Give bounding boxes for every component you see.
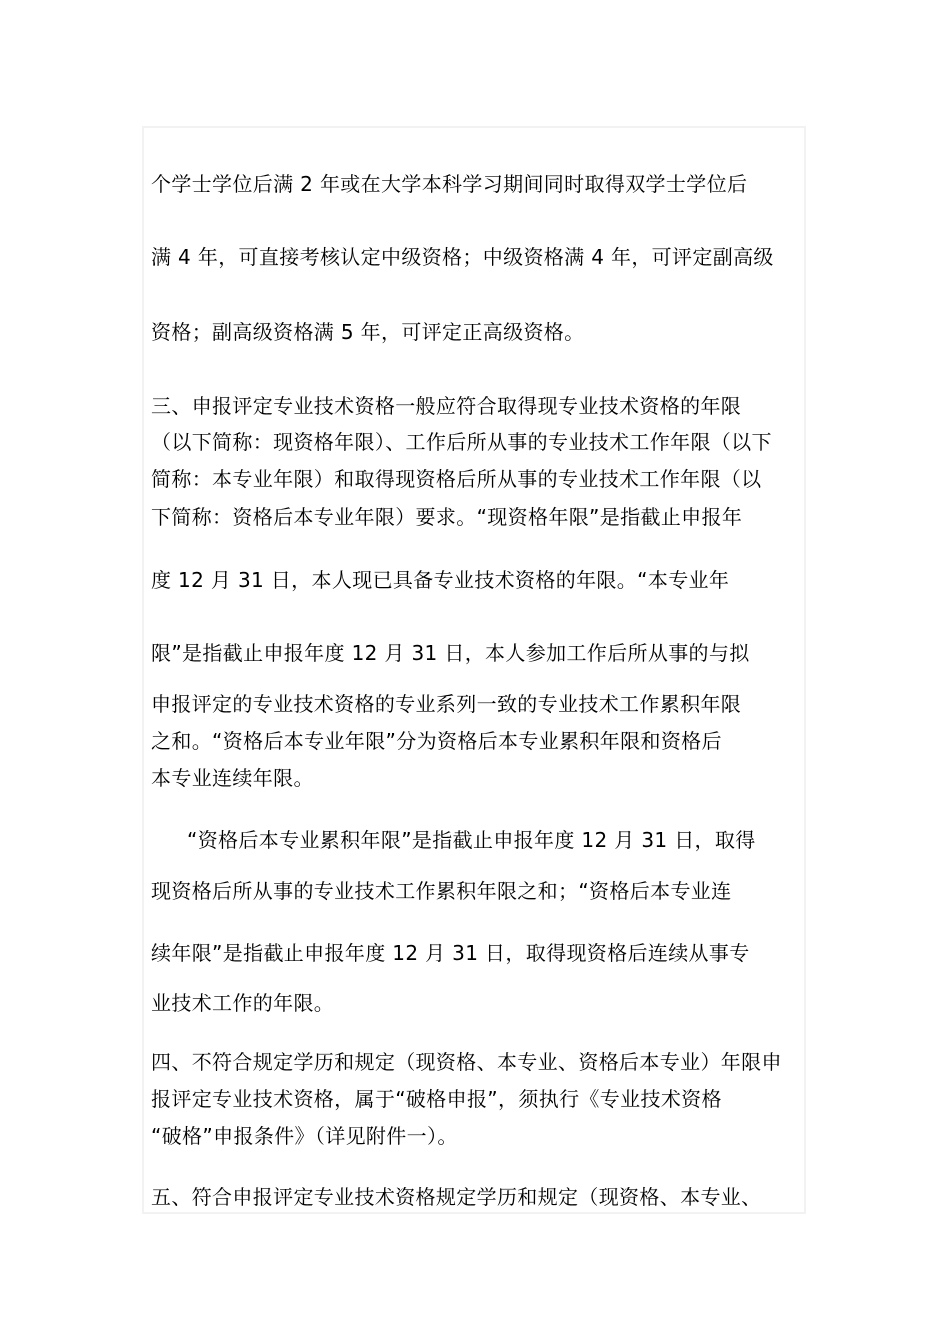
- text-line: 度 12 月 31 日，本人现已具备专业技术资格的年限。“本专业年: [151, 568, 730, 592]
- text-line: 限”是指截止申报年度 12 月 31 日，本人参加工作后所从事的与拟: [151, 641, 750, 665]
- paragraph-first-line: “资格后本专业累积年限”是指截止申报年度 12 月 31 日，取得: [187, 828, 756, 852]
- text-line: 个学士学位后满 2 年或在大学本科学习期间同时取得双学士学位后: [151, 172, 748, 196]
- text-line: （以下简称：现资格年限）、工作后所从事的专业技术工作年限（以下: [151, 430, 772, 454]
- text-line: 简称：本专业年限）和取得现资格后所从事的专业技术工作年限（以: [151, 467, 762, 491]
- text-line: 本专业连续年限。: [151, 766, 314, 790]
- text-line: “破格”申报条件》（详见附件一）。: [151, 1124, 458, 1148]
- text-line: 满 4 年，可直接考核认定中级资格；中级资格满 4 年，可评定副高级: [151, 245, 774, 269]
- text-line: 现资格后所从事的专业技术工作累积年限之和；“资格后本专业连: [151, 879, 732, 903]
- text-line: 续年限”是指截止申报年度 12 月 31 日，取得现资格后连续从事专: [151, 941, 750, 965]
- text-line: 报评定专业技术资格，属于“破格申报”，须执行《专业技术资格: [151, 1087, 722, 1111]
- text-line: 之和。“资格后本专业年限”分为资格后本专业累积年限和资格后: [151, 729, 722, 753]
- section-5-heading-line: 五、符合申报评定专业技术资格规定学历和规定（现资格、本专业、: [151, 1185, 762, 1209]
- text-line: 资格；副高级资格满 5 年，可评定正高级资格。: [151, 320, 585, 344]
- text-line: 下简称：资格后本专业年限）要求。“现资格年限”是指截止申报年: [151, 505, 743, 529]
- text-line: 申报评定的专业技术资格的专业系列一致的专业技术工作累积年限: [151, 692, 742, 716]
- text-line: 业技术工作的年限。: [151, 991, 335, 1015]
- section-3-heading-line: 三、申报评定专业技术资格一般应符合取得现专业技术资格的年限: [151, 394, 742, 418]
- section-4-heading-line: 四、不符合规定学历和规定（现资格、本专业、资格后本专业）年限申: [151, 1050, 782, 1074]
